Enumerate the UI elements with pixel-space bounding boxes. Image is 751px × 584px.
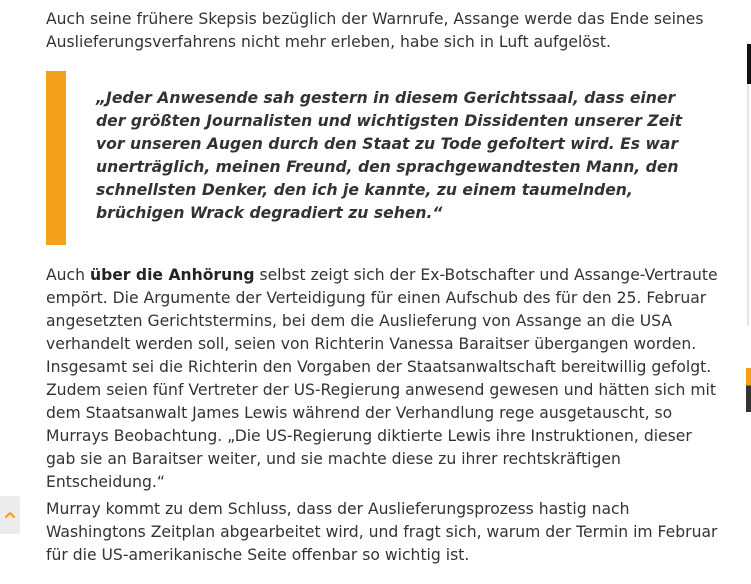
sidebar-widget-edge (747, 44, 751, 84)
article-paragraph (46, 264, 718, 494)
article-paragraph: Murray kommt zu dem Schluss, dass der Auslieferungsprozess hastig nach Washingtons Zeitplan abgearbeitet wird, und fragt sich, warum der Termin im Februar für die US-amerikanische Seite offenbar so wichtig ist. (46, 500, 718, 564)
sidebar-divider (747, 42, 749, 326)
blockquote-bar (46, 71, 66, 245)
scroll-to-top-button[interactable] (0, 496, 20, 534)
paragraph-prefix: Auch (46, 266, 90, 284)
sidebar-accent-edge (746, 368, 751, 412)
chevron-up-icon (4, 510, 16, 520)
paragraph-rest: selbst zeigt sich der Ex-Botschafter und Assange-Vertraute empört. Die Argumente der Verteidigung für einen Aufschub des für den 25. Februar angesetzten Gerichtstermins, bei dem die Auslieferung von Assange an die USA verhandelt werden soll, seien von Richterin Vanessa Baraitser übergangen worden. Insgesamt sei die Richterin den Vorgaben der Staatsanwaltschaft bereitwillig gefolgt. Zudem seien fünf Vertreter der US-Regierung anwesend gewesen und hätten sich mit dem Staatsanwalt James Lewis während der Verhandlung rege ausgetauscht, so Murrays Beobachtung. „Die US-Regierung diktierte Lewis ihre Instruktionen, dieser gab sie an Baraitser weiter, und sie machte diese zu ihrer rechtskräftigen Entscheidung.“ (46, 266, 718, 491)
paragraph-bold-link[interactable]: über die Anhörung (89, 266, 255, 284)
article-paragraph: Auch seine frühere Skepsis bezüglich der Warnrufe, Assange werde das Ende seines Auslieferungsverfahrens nicht mehr erleben, habe sich in Luft aufgelöst. (46, 10, 704, 51)
blockquote-text: „Jeder Anwesende sah gestern in diesem Gerichtssaal, dass einer der größten Journalisten und wichtigsten Dissidenten unserer Zeit vor unseren Augen durch den Staat zu Tode gefoltert wird. Es war unerträglich, meinen Freund, den sprachgewandtesten Mann, den schnellsten Denker, den ich je kannte, zu einem taumelnden, brüchigen Wrack degradiert zu sehen.“ (96, 89, 683, 222)
